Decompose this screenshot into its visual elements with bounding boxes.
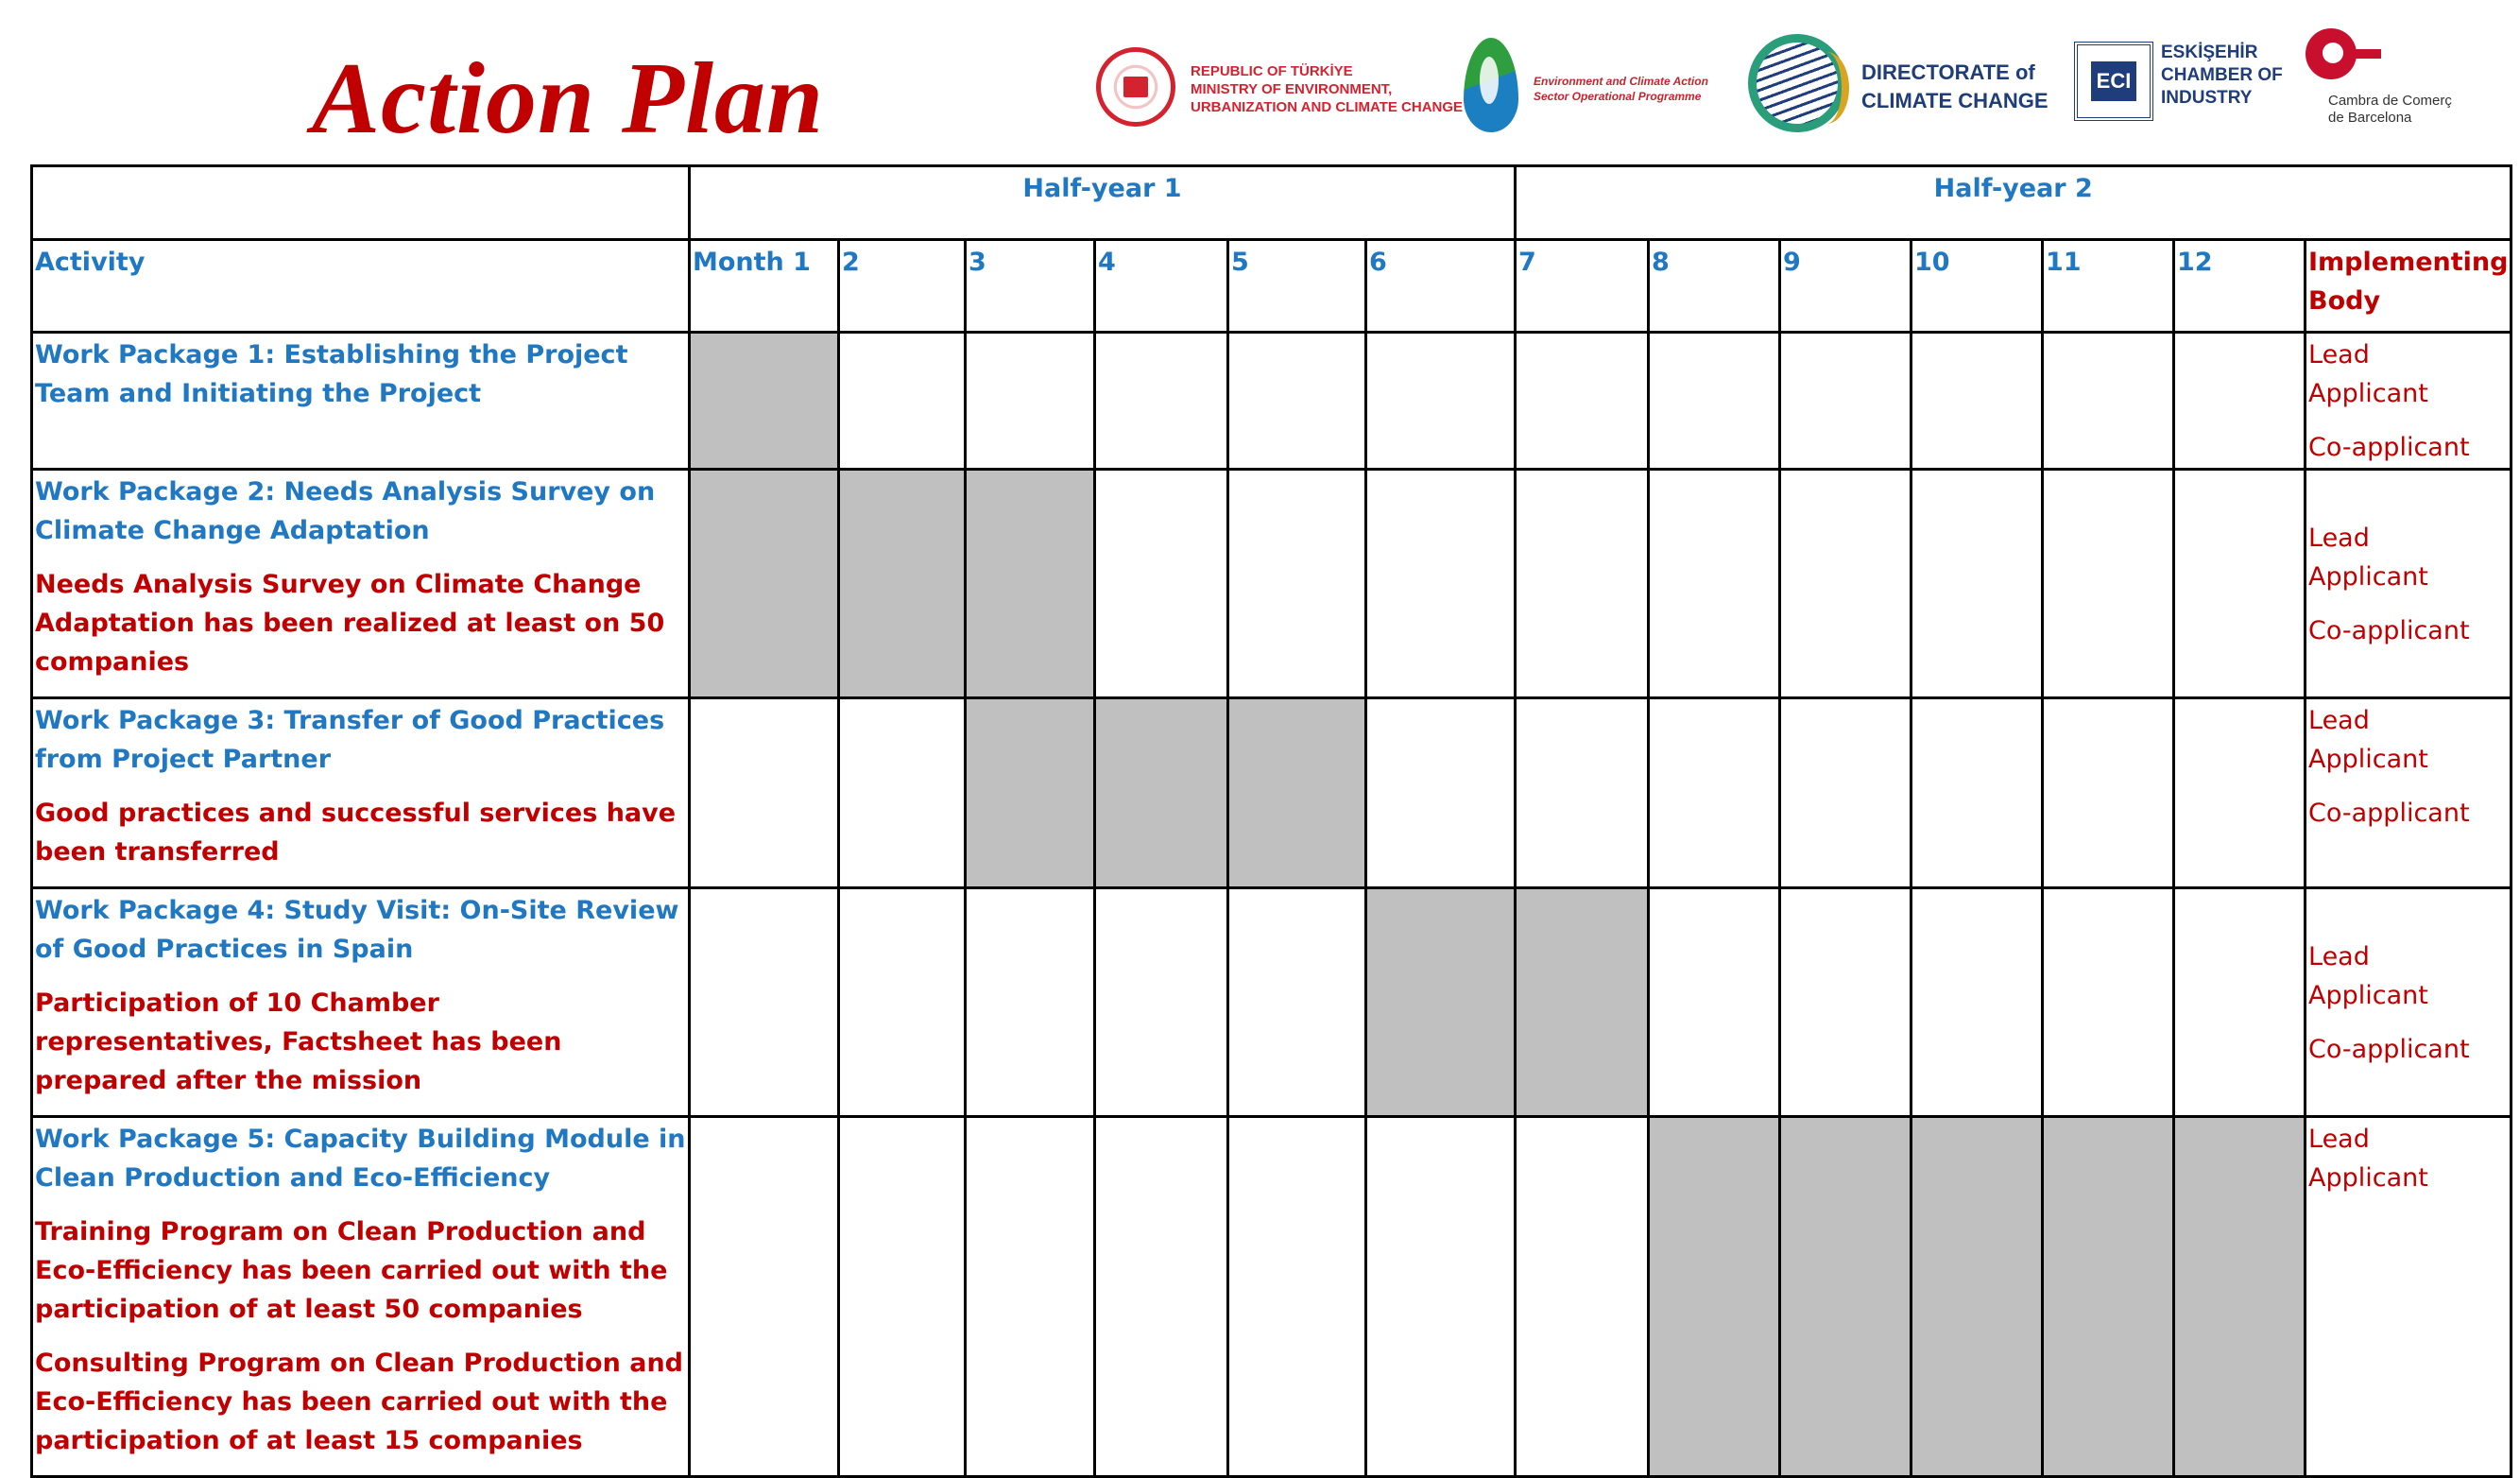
half-year-2-header: Half-year 2 bbox=[1516, 166, 2511, 240]
ministry-seal-icon bbox=[1096, 47, 1175, 127]
month-cell bbox=[1366, 1117, 1516, 1477]
activity-cell bbox=[32, 1117, 690, 1477]
work-package-output: Good practices and successful services have been transferred bbox=[35, 799, 677, 867]
ministry-logo bbox=[1096, 42, 1464, 136]
month-header: 11 bbox=[2043, 240, 2174, 333]
month-cell bbox=[839, 333, 966, 470]
month-cell bbox=[1228, 470, 1366, 698]
month-cell bbox=[2043, 333, 2174, 470]
month-cell-active bbox=[1780, 1117, 1911, 1477]
implementing-body-line: Applicant bbox=[2308, 562, 2428, 592]
directorate-logo bbox=[1748, 34, 2060, 138]
implementing-body-line: Co-applicant bbox=[2308, 1035, 2470, 1064]
cambra-mark-icon bbox=[2306, 28, 2357, 79]
month-cell-active bbox=[1366, 888, 1516, 1117]
month-cell bbox=[966, 888, 1095, 1117]
month-cell bbox=[1911, 698, 2043, 888]
month-cell bbox=[1366, 470, 1516, 698]
work-package-output: Needs Analysis Survey on Climate Change Adaptation has been realized at least on 50 companies bbox=[35, 570, 665, 677]
work-package-row bbox=[32, 698, 2511, 888]
month-cell bbox=[1516, 698, 1649, 888]
cambra-logo bbox=[2306, 28, 2494, 137]
page-title: Action Plan bbox=[312, 43, 825, 155]
corner-cell bbox=[32, 166, 690, 240]
month-cell bbox=[1911, 470, 2043, 698]
programme-logo bbox=[1460, 34, 1720, 138]
month-cell bbox=[1516, 333, 1649, 470]
work-package-title: Work Package 3: Transfer of Good Practices from Project Partner bbox=[35, 706, 665, 774]
implementing-body-line: Lead bbox=[2308, 1125, 2370, 1154]
month-cell bbox=[2043, 470, 2174, 698]
implementing-body-cell bbox=[2306, 888, 2511, 1117]
implementing-body-line: Lead bbox=[2308, 706, 2370, 735]
month-cell bbox=[1516, 470, 1649, 698]
work-package-title: Work Package 4: Study Visit: On-Site Review of Good Practices in Spain bbox=[35, 896, 679, 964]
ministry-logo-line: URBANIZATION AND CLIMATE CHANGE bbox=[1191, 99, 1464, 115]
implementing-body-line: Applicant bbox=[2308, 1163, 2428, 1193]
activity-cell bbox=[32, 888, 690, 1117]
month-cell bbox=[690, 1117, 839, 1477]
month-cell bbox=[966, 333, 1095, 470]
month-cell bbox=[690, 888, 839, 1117]
month-cell-active bbox=[1228, 698, 1366, 888]
implementing-body-line: Lead bbox=[2308, 524, 2370, 553]
month-cell bbox=[1649, 470, 1780, 698]
eci-logo-line: ESKİŞEHİR bbox=[2161, 43, 2258, 62]
month-header-row bbox=[32, 240, 2511, 333]
month-cell bbox=[1780, 333, 1911, 470]
cambra-logo-line: Cambra de Comerç bbox=[2328, 93, 2452, 109]
work-package-row bbox=[32, 333, 2511, 470]
implementing-body-line: Applicant bbox=[2308, 981, 2428, 1010]
month-cell bbox=[690, 698, 839, 888]
work-package-title: Work Package 2: Needs Analysis Survey on Climate Change Adaptation bbox=[35, 477, 656, 545]
half-year-row bbox=[32, 166, 2511, 240]
month-cell bbox=[1228, 888, 1366, 1117]
month-cell bbox=[1649, 333, 1780, 470]
month-header: 4 bbox=[1095, 240, 1228, 333]
implementing-body-cell bbox=[2306, 470, 2511, 698]
month-cell bbox=[1228, 1117, 1366, 1477]
work-package-title: Work Package 5: Capacity Building Module in Clean Production and Eco-Efficiency bbox=[35, 1125, 686, 1193]
month-cell bbox=[2174, 698, 2306, 888]
month-cell-active bbox=[2043, 1117, 2174, 1477]
month-cell-active bbox=[1649, 1117, 1780, 1477]
month-cell bbox=[1780, 698, 1911, 888]
activity-cell bbox=[32, 698, 690, 888]
month-cell bbox=[1366, 698, 1516, 888]
eci-abbr: ECI bbox=[2091, 61, 2137, 101]
month-cell bbox=[1780, 470, 1911, 698]
work-package-row bbox=[32, 888, 2511, 1117]
implementing-body-header-line: Body bbox=[2308, 286, 2381, 316]
month-header: 5 bbox=[1228, 240, 1366, 333]
eci-logo-line: INDUSTRY bbox=[2161, 88, 2253, 108]
cambra-arrow-icon bbox=[2353, 49, 2381, 59]
implementing-body-cell bbox=[2306, 333, 2511, 470]
work-package-title: Work Package 1: Establishing the Project Team and Initiating the Project bbox=[35, 340, 628, 408]
leaf-drop-icon bbox=[1464, 38, 1518, 132]
month-cell-active bbox=[839, 470, 966, 698]
programme-logo-line: Sector Operational Programme bbox=[1534, 90, 1702, 103]
month-cell bbox=[2043, 888, 2174, 1117]
month-cell-active bbox=[690, 470, 839, 698]
half-year-1-header: Half-year 1 bbox=[690, 166, 1516, 240]
eci-logo-line: CHAMBER OF bbox=[2161, 65, 2283, 85]
work-package-output: Consulting Program on Clean Production and Eco-Efficiency has been carried out with the participation of at least 15 companies bbox=[35, 1349, 683, 1455]
month-header: 8 bbox=[1649, 240, 1780, 333]
implementing-body-cell bbox=[2306, 1117, 2511, 1477]
month-cell bbox=[1911, 888, 2043, 1117]
month-header: 10 bbox=[1911, 240, 2043, 333]
month-cell-active bbox=[966, 470, 1095, 698]
month-cell bbox=[966, 1117, 1095, 1477]
directorate-logo-line: DIRECTORATE of bbox=[1861, 60, 2035, 84]
work-package-row bbox=[32, 470, 2511, 698]
implementing-body-line: Co-applicant bbox=[2308, 616, 2470, 645]
month-cell bbox=[1649, 698, 1780, 888]
implementing-body-header-line: Implementing bbox=[2308, 248, 2509, 277]
month-cell bbox=[839, 888, 966, 1117]
month-cell bbox=[1649, 888, 1780, 1117]
month-cell bbox=[1228, 333, 1366, 470]
implementing-body-header bbox=[2306, 240, 2511, 333]
directorate-logo-line: CLIMATE CHANGE bbox=[1861, 89, 2049, 112]
month-header: 3 bbox=[966, 240, 1095, 333]
month-header: 7 bbox=[1516, 240, 1649, 333]
month-cell-active bbox=[1911, 1117, 2043, 1477]
activity-header: Activity bbox=[32, 240, 690, 333]
implementing-body-line: Co-applicant bbox=[2308, 799, 2470, 828]
month-cell-active bbox=[1095, 698, 1228, 888]
month-cell bbox=[839, 698, 966, 888]
activity-cell bbox=[32, 333, 690, 470]
month-cell bbox=[1911, 333, 2043, 470]
month-cell bbox=[1095, 1117, 1228, 1477]
work-package-row bbox=[32, 1117, 2511, 1477]
implementing-body-cell bbox=[2306, 698, 2511, 888]
activity-cell bbox=[32, 470, 690, 698]
month-header: 12 bbox=[2174, 240, 2306, 333]
work-package-output: Participation of 10 Chamber representatives, Factsheet has been prepared after the mission bbox=[35, 988, 562, 1095]
month-header: 9 bbox=[1780, 240, 1911, 333]
action-plan-table bbox=[30, 164, 2512, 1478]
month-cell-active bbox=[690, 333, 839, 470]
month-cell bbox=[2174, 470, 2306, 698]
month-header: 6 bbox=[1366, 240, 1516, 333]
globe-icon bbox=[1748, 34, 1846, 132]
month-cell bbox=[2174, 333, 2306, 470]
implementing-body-line: Co-applicant bbox=[2308, 433, 2470, 462]
month-cell bbox=[1366, 333, 1516, 470]
ministry-logo-line: MINISTRY OF ENVIRONMENT, bbox=[1191, 81, 1393, 97]
implementing-body-line: Applicant bbox=[2308, 745, 2428, 774]
month-cell-active bbox=[966, 698, 1095, 888]
programme-logo-line: Environment and Climate Action bbox=[1534, 75, 1708, 88]
month-cell bbox=[1780, 888, 1911, 1117]
eci-logo bbox=[2074, 38, 2282, 132]
ministry-logo-line: REPUBLIC OF TÜRKİYE bbox=[1191, 63, 1353, 79]
implementing-body-line: Lead bbox=[2308, 340, 2370, 370]
month-cell-active bbox=[2174, 1117, 2306, 1477]
eci-emblem-icon bbox=[2074, 42, 2153, 121]
month-cell bbox=[1095, 470, 1228, 698]
implementing-body-line: Lead bbox=[2308, 942, 2370, 971]
month-header: 2 bbox=[839, 240, 966, 333]
month-cell bbox=[839, 1117, 966, 1477]
month-cell bbox=[1516, 1117, 1649, 1477]
cambra-logo-line: de Barcelona bbox=[2328, 110, 2412, 126]
month-cell bbox=[1095, 333, 1228, 470]
month-cell bbox=[2043, 698, 2174, 888]
implementing-body-line: Applicant bbox=[2308, 379, 2428, 408]
month-cell-active bbox=[1516, 888, 1649, 1117]
month-cell bbox=[2174, 888, 2306, 1117]
month-cell bbox=[1095, 888, 1228, 1117]
month-header: Month 1 bbox=[690, 240, 839, 333]
work-package-output: Training Program on Clean Production and Eco-Efficiency has been carried out with the participation of at least 50 companies bbox=[35, 1217, 668, 1324]
